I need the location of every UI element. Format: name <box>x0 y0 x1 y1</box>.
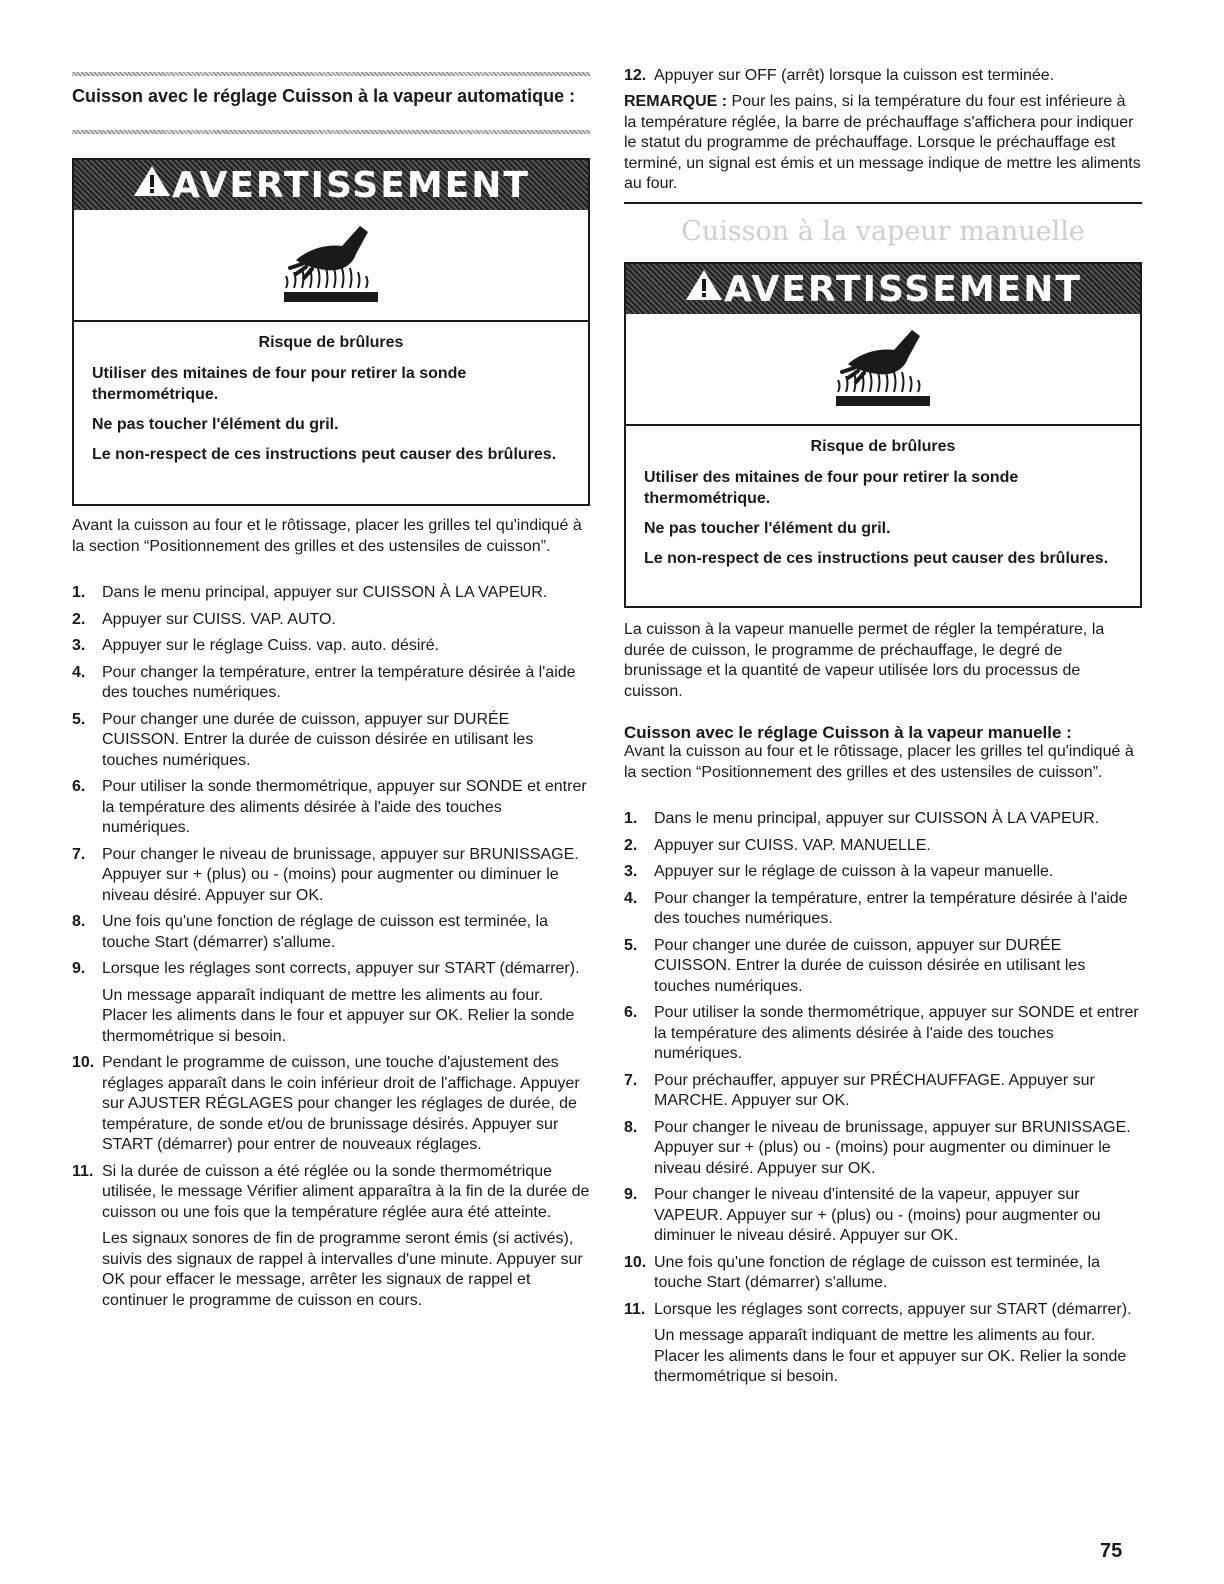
list-item: 7. Pour changer le niveau de brunissage, appuyer sur BRUNISSAGE. Appuyer sur + (plus) ou - (moins) pour augmenter ou diminuer le niveau désiré. Appuyer sur OK. <box>72 845 579 904</box>
warning-line-2: Ne pas toucher l'élément du gril. <box>644 520 891 537</box>
warning-header <box>626 264 1140 314</box>
manual-steam-sub-heading: Cuisson avec le réglage Cuisson à la vapeur manuelle : <box>624 723 1072 742</box>
note-paragraph <box>624 92 1142 195</box>
warning-title: AVERTISSEMENT <box>724 268 1082 310</box>
warning-line-3: Le non-respect de ces instructions peut causer des brûlures. <box>92 446 557 463</box>
list-item: 6. Pour utiliser la sonde thermométrique, appuyer sur SONDE et entrer la température des aliments désirée à l'aide des touches numériques. <box>624 1004 1139 1062</box>
list-item: 7. Pour préchauffer, appuyer sur PRÉCHAUFFAGE. Appuyer sur MARCHE. Appuyer sur OK. <box>624 1071 1095 1109</box>
warning-box-auto <box>72 158 590 506</box>
section-rule <box>624 202 1142 204</box>
title-top-rule <box>72 72 590 76</box>
auto-steps-list <box>72 583 590 1317</box>
manual-description-text: La cuisson à la vapeur manuelle permet de régler la température, la durée de cuisson, le programme de préchauffage, le degré de brunissage et la quantité de vapeur utilisée lors du processus de cuisson. <box>624 621 1105 700</box>
list-item: 5. Pour changer une durée de cuisson, appuyer sur DURÉE CUISSON. Entrer la durée de cuisson désirée en utilisant les touches numériques. <box>72 710 534 769</box>
warning-line-1: Utiliser des mitaines de four pour retirer la sonde thermométrique. <box>644 469 1019 507</box>
right-intro <box>624 742 1142 783</box>
list-item: 4. Pour changer la température, entrer la température désirée à l'aide des touches numériques. <box>72 663 576 701</box>
list-item-note: Un message apparaît indiquant de mettre les aliments au four. Placer les aliments dans le four et appuyer sur OK. Relier la sonde thermométrique si besoin. <box>654 1327 1127 1385</box>
manual-steam-section-title: Cuisson à la vapeur manuelle <box>681 216 1085 247</box>
note-text: Pour les pains, si la température du four est inférieure à la température réglée, la barre de préchauffage s'affichera pour indiquer le statut du programme de préchauffage. Lorsque le préchauffage est terminé, un signal est émis et un message indique de mettre les aliments au four. <box>624 93 1141 192</box>
list-item: 2. Appuyer sur CUISS. VAP. AUTO. <box>72 610 336 628</box>
list-item: 3. Appuyer sur le réglage Cuiss. vap. auto. désiré. <box>72 637 440 654</box>
manual-description <box>624 620 1142 702</box>
warning-risk: Risque de brûlures <box>810 438 956 455</box>
list-item: 10. Pendant le programme de cuisson, une touche d'ajustement des réglages apparaît dans le coin inférieur droit de l'affichage. Appuyer sur AJUSTER RÉGLAGES pour changer les réglages de durée, de température, de sonde et/ou de brunissage désirés. Appuyer sur START (démarrer) pour entrer de nouveaux réglages. <box>72 1054 580 1153</box>
list-item: 5. Pour changer une durée de cuisson, appuyer sur DURÉE CUISSON. Entrer la durée de cuisson désirée en utilisant les touches numériques. <box>624 936 1086 995</box>
manual-steps-list <box>624 809 1142 1394</box>
list-item: 1. Dans le menu principal, appuyer sur CUISSON À LA VAPEUR. <box>624 810 1100 827</box>
list-item: 8. Pour changer le niveau de brunissage, appuyer sur BRUNISSAGE. Appuyer sur + (plus) ou - (moins) pour augmenter ou diminuer le niveau désiré. Appuyer sur OK. <box>624 1118 1131 1177</box>
warning-body <box>626 426 1140 581</box>
right-intro-text: Avant la cuisson au four et le rôtissage, placer les grilles tel qu'indiqué à la section “Positionnement des grilles et des ustensiles de cuisson”. <box>624 743 1134 781</box>
note-label: REMARQUE : <box>624 93 728 110</box>
list-item: 8. Une fois qu'une fonction de réglage de cuisson est terminée, la touche Start (démarrer) s'allume. <box>72 913 548 951</box>
warning-triangle-icon <box>684 268 724 311</box>
list-item: 4. Pour changer la température, entrer la température désirée à l'aide des touches numériques. <box>624 889 1128 927</box>
list-item: 11. Si la durée de cuisson a été réglée ou la sonde thermométrique utilisée, le message Vérifier aliment apparaîtra à la fin de la durée de cuisson ou une fois que la température réglée aura été atteinte. Les signaux sonores de fin de programme seront émis (si activés), suivis des signaux de rappel à intervalles d'une minute. Appuyer sur OK pour effacer le message, arrêter les signaux de rappel et continuer le programme de cuisson en cours. <box>72 1162 590 1312</box>
list-item: 2. Appuyer sur CUISS. VAP. MANUELLE. <box>624 836 931 854</box>
warning-triangle-icon <box>132 164 172 207</box>
list-item: 10. Une fois qu'une fonction de réglage de cuisson est terminée, la touche Start (démarrer) s'allume. <box>624 1253 1100 1291</box>
list-item-note: Un message apparaît indiquant de mettre les aliments au four. Placer les aliments dans le four et appuyer sur OK. Relier la sonde thermométrique si besoin. <box>102 986 575 1045</box>
list-item-note: Les signaux sonores de fin de programme seront émis (si activés), suivis des signaux de rappel à intervalles d'une minute. Appuyer sur OK pour effacer le message, arrêter les signaux de rappel et continuer le programme de cuisson en cours. <box>102 1230 583 1309</box>
list-item: 1. Dans le menu principal, appuyer sur CUISSON À LA VAPEUR. <box>72 584 548 601</box>
left-intro-text: Avant la cuisson au four et le rôtissage, placer les grilles tel qu'indiqué à la section “Positionnement des grilles et des ustensiles de cuisson”. <box>72 517 582 555</box>
warning-line-2: Ne pas toucher l'élément du gril. <box>92 416 339 433</box>
burn-hazard-icon <box>626 314 1140 426</box>
list-item: 12. Appuyer sur OFF (arrêt) lorsque la cuisson est terminée. <box>624 67 1055 84</box>
warning-line-3: Le non-respect de ces instructions peut causer des brûlures. <box>644 550 1109 567</box>
warning-box-manual <box>624 262 1142 608</box>
warning-line-1: Utiliser des mitaines de four pour retirer la sonde thermométrique. <box>92 365 467 403</box>
auto-steam-title: Cuisson avec le réglage Cuisson à la vapeur automatique : <box>72 86 576 106</box>
page-number: 75 <box>1100 1540 1123 1562</box>
title-bottom-rule <box>72 130 590 134</box>
warning-title: AVERTISSEMENT <box>172 164 530 206</box>
warning-body <box>74 322 588 477</box>
list-item: 3. Appuyer sur le réglage de cuisson à la vapeur manuelle. <box>624 863 1054 880</box>
list-item: 9. Lorsque les réglages sont corrects, appuyer sur START (démarrer). Un message apparaît indiquant de mettre les aliments au four. Placer les aliments dans le four et appuyer sur OK. Relier la sonde thermométrique si besoin. <box>72 959 590 1047</box>
warning-header <box>74 160 588 210</box>
burn-hazard-icon <box>74 210 588 322</box>
list-item: 11. Lorsque les réglages sont corrects, appuyer sur START (démarrer). Un message apparaît indiquant de mettre les aliments au four. Placer les aliments dans le four et appuyer sur OK. Relier la sonde thermométrique si besoin. <box>624 1300 1142 1388</box>
list-item: 9. Pour changer le niveau d'intensité de la vapeur, appuyer sur VAPEUR. Appuyer sur + (plus) ou - (moins) pour augmenter ou diminuer le niveau désiré. Appuyer sur OK. <box>624 1186 1101 1244</box>
list-item: 6. Pour utiliser la sonde thermométrique, appuyer sur SONDE et entrer la température des aliments désirée à l'aide des touches numériques. <box>72 778 587 836</box>
warning-risk: Risque de brûlures <box>258 334 404 351</box>
auto-steps-continued <box>624 66 1142 93</box>
left-intro <box>72 516 590 557</box>
